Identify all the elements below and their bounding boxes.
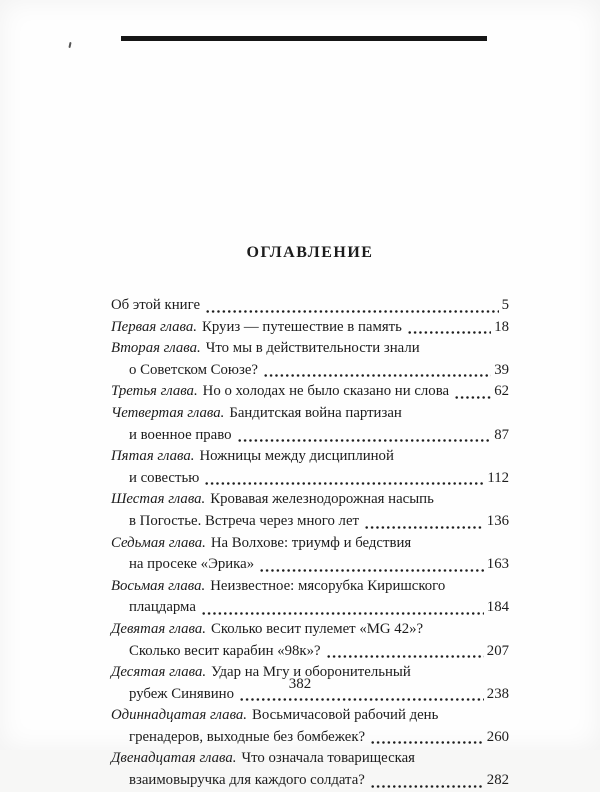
toc-list — [111, 295, 509, 792]
footer-page-number: 382 — [288, 676, 312, 692]
dot-leader — [259, 569, 484, 572]
dot-leader — [201, 612, 484, 615]
toc-entry — [111, 446, 509, 489]
toc-page-number: 207 — [486, 642, 509, 659]
toc-page-number: 163 — [486, 556, 509, 573]
toc-entry-line — [111, 381, 509, 403]
entry-text: Восьмичасовой рабочий день — [251, 707, 439, 724]
entry-text: Об этой книге — [111, 297, 201, 313]
dot-leader — [407, 331, 491, 334]
entry-text: Но о холодах не было сказано ни слова — [202, 383, 450, 400]
toc-entry — [111, 489, 509, 532]
dot-leader — [237, 439, 492, 442]
toc-entry-line — [111, 576, 509, 598]
toc-page-number: 5 — [501, 297, 509, 313]
toc-entry — [111, 295, 509, 317]
toc-page-number: 136 — [486, 512, 509, 529]
entry-text: Кровавая железнодорожная насыпь — [210, 491, 434, 508]
toc-entry-line — [111, 317, 509, 339]
entry-text: гренадеров, выходные без бомбежек? — [129, 728, 366, 745]
entry-text: Что означала товарищеская — [241, 750, 415, 767]
toc-entry-line-continuation — [111, 641, 509, 663]
toc-entry-line — [111, 403, 509, 425]
dot-leader — [326, 655, 484, 658]
entry-text: Что мы в действительности знали — [205, 340, 420, 357]
toc-page-number: 87 — [494, 426, 509, 443]
toc-entry-line — [111, 533, 509, 555]
toc-entry-line-continuation — [111, 425, 509, 447]
entry-text: Сколько весит карабин «98к»? — [129, 642, 321, 659]
toc-entry-line-continuation — [111, 468, 509, 490]
chapter-label: Одиннадцатая глава. — [111, 707, 247, 724]
toc-entry — [111, 576, 509, 619]
chapter-label: Первая глава. — [111, 318, 197, 335]
toc-entry — [111, 403, 509, 446]
toc-section — [111, 244, 509, 792]
toc-page-number: 238 — [486, 685, 509, 702]
chapter-label: Пятая глава. — [111, 448, 195, 465]
toc-page-number: 184 — [486, 599, 509, 616]
toc-entry — [111, 533, 509, 576]
entry-text: рубеж Синявино — [129, 685, 234, 702]
entry-text: Удар на Мгу и оборонительный — [211, 664, 411, 681]
entry-text: На Волхове: триумф и бедствия — [210, 534, 412, 551]
toc-page-number: 112 — [487, 469, 509, 486]
dot-leader — [370, 741, 484, 744]
chapter-label: Шестая глава. — [111, 491, 206, 508]
entry-text: Сколько весит пулемет «MG 42»? — [210, 620, 424, 637]
dot-leader — [454, 396, 491, 399]
toc-page-number: 18 — [494, 318, 509, 335]
chapter-label: Четвертая глава. — [111, 404, 225, 421]
chapter-label: Вторая глава. — [111, 340, 201, 357]
toc-entry-line — [111, 619, 509, 641]
toc-entry-line-continuation — [111, 511, 509, 533]
entry-text: о Советском Союзе? — [129, 361, 258, 378]
toc-entry-line — [111, 705, 509, 727]
toc-entry-line-continuation — [111, 554, 509, 576]
chapter-label: Восьмая глава. — [111, 577, 206, 594]
entry-text: Круиз — путешествие в память — [201, 318, 402, 335]
toc-entry — [111, 338, 509, 381]
dot-leader — [370, 785, 484, 788]
chapter-label: Третья глава. — [111, 383, 198, 400]
toc-page-number: 62 — [494, 383, 509, 400]
toc-entry — [111, 317, 509, 339]
toc-entry-line — [111, 446, 509, 468]
toc-entry-line-continuation — [111, 597, 509, 619]
toc-entry — [111, 381, 509, 403]
toc-entry — [111, 619, 509, 662]
entry-text: Ножницы между дисциплиной — [199, 448, 394, 465]
entry-text: Бандитская война партизан — [229, 404, 402, 421]
top-rule — [121, 36, 487, 41]
dot-leader — [263, 374, 491, 377]
toc-page-number: 39 — [494, 361, 509, 378]
toc-entry-line — [111, 295, 509, 317]
entry-text: плацдарма — [129, 599, 196, 616]
toc-entry-line-continuation — [111, 360, 509, 382]
toc-page-number: 282 — [486, 772, 509, 789]
toc-entry-line-continuation — [111, 770, 509, 792]
chapter-label: Девятая глава. — [111, 620, 206, 637]
toc-entry — [111, 705, 509, 748]
toc-entry-line — [111, 489, 509, 511]
chapter-label: Десятая глава. — [111, 664, 207, 681]
dot-leader — [204, 482, 484, 485]
dot-leader — [364, 526, 484, 529]
scan-artifact — [68, 42, 71, 48]
toc-entry-line — [111, 748, 509, 770]
entry-text: в Погостье. Встреча через много лет — [129, 512, 359, 529]
dot-leader — [205, 310, 499, 313]
toc-entry-line — [111, 338, 509, 360]
toc-entry-line-continuation — [111, 727, 509, 749]
entry-text: и военное право — [129, 426, 232, 443]
entry-text: на просеке «Эрика» — [129, 556, 255, 573]
dot-leader — [239, 698, 484, 701]
entry-text: взаимовыручка для каждого солдата? — [129, 772, 365, 789]
chapter-label: Седьмая глава. — [111, 534, 206, 551]
page-title: ОГЛАВЛЕНИЕ — [246, 244, 374, 261]
entry-text: и совестью — [129, 469, 200, 486]
toc-page-number: 260 — [486, 728, 509, 745]
toc-entry — [111, 748, 509, 791]
chapter-label: Двенадцатая глава. — [111, 750, 237, 767]
entry-text: Неизвестное: мясорубка Киришского — [210, 577, 446, 594]
